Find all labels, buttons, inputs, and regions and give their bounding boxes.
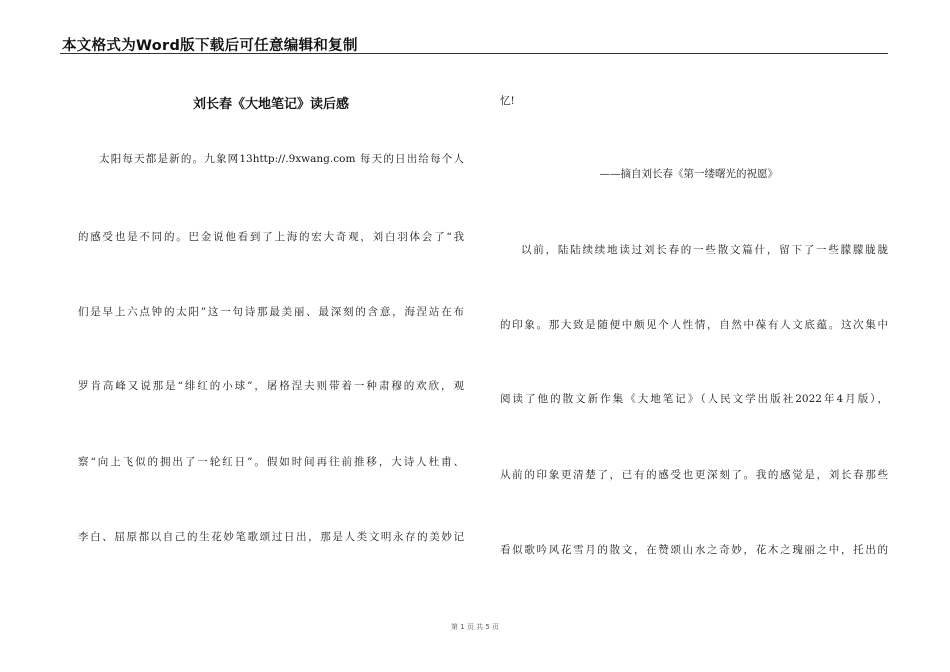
text-line: 察“向上飞似的拥出了一轮红日”。假如时间再往前推移，大诗人杜甫、 [78,456,464,468]
text-line: 李白、屈原都以自己的生花妙笔歌颂过日出，那是人类文明永存的美妙记 [78,531,464,543]
header-banner: 本文格式为Word版下载后可任意编辑和复制 [62,38,358,54]
text-line: 的感受也是不同的。巴金说他看到了上海的宏大奇观，刘白羽体会了“我 [78,231,464,243]
quote-attribution: ——摘自刘长春《第一缕曙光的祝愿》 [599,168,778,180]
text-line: 们是早上六点钟的太阳”这一句诗那最美丽、最深刻的含意，海涅站在布 [78,306,464,318]
text-line: 的印象。那大致是随便中颇见个人性情，自然中葆有人文底蕴。这次集中 [500,319,888,331]
text-line: 以前，陆陆续续地读过刘长春的一些散文篇什，留下了一些朦朦胧胧 [521,244,888,256]
text-line: 从前的印象更清楚了，已有的感受也更深刻了。我的感觉是，刘长春那些 [500,469,888,481]
document-title: 刘长春《大地笔记》读后感 [192,97,349,112]
text-line: 罗肯高峰又说那是“绯红的小球”，屠格涅夫则带着一种肃穆的欢欣，观 [78,380,464,392]
header-divider [60,53,888,54]
page-indicator: 第 1 页 共 5 页 [450,623,500,631]
text-line: 忆! [500,95,515,107]
text-line: 阅读了他的散文新作集《大地笔记》（人民文学出版社2022年4月版）， [500,393,888,405]
text-line: 太阳每天都是新的。九象网13http://.9xwang.com 每天的日出给每个人 [99,153,464,165]
text-line: 看似歌吟风花雪月的散文，在赞颂山水之奇妙，花木之瑰丽之中，托出的 [500,544,888,556]
